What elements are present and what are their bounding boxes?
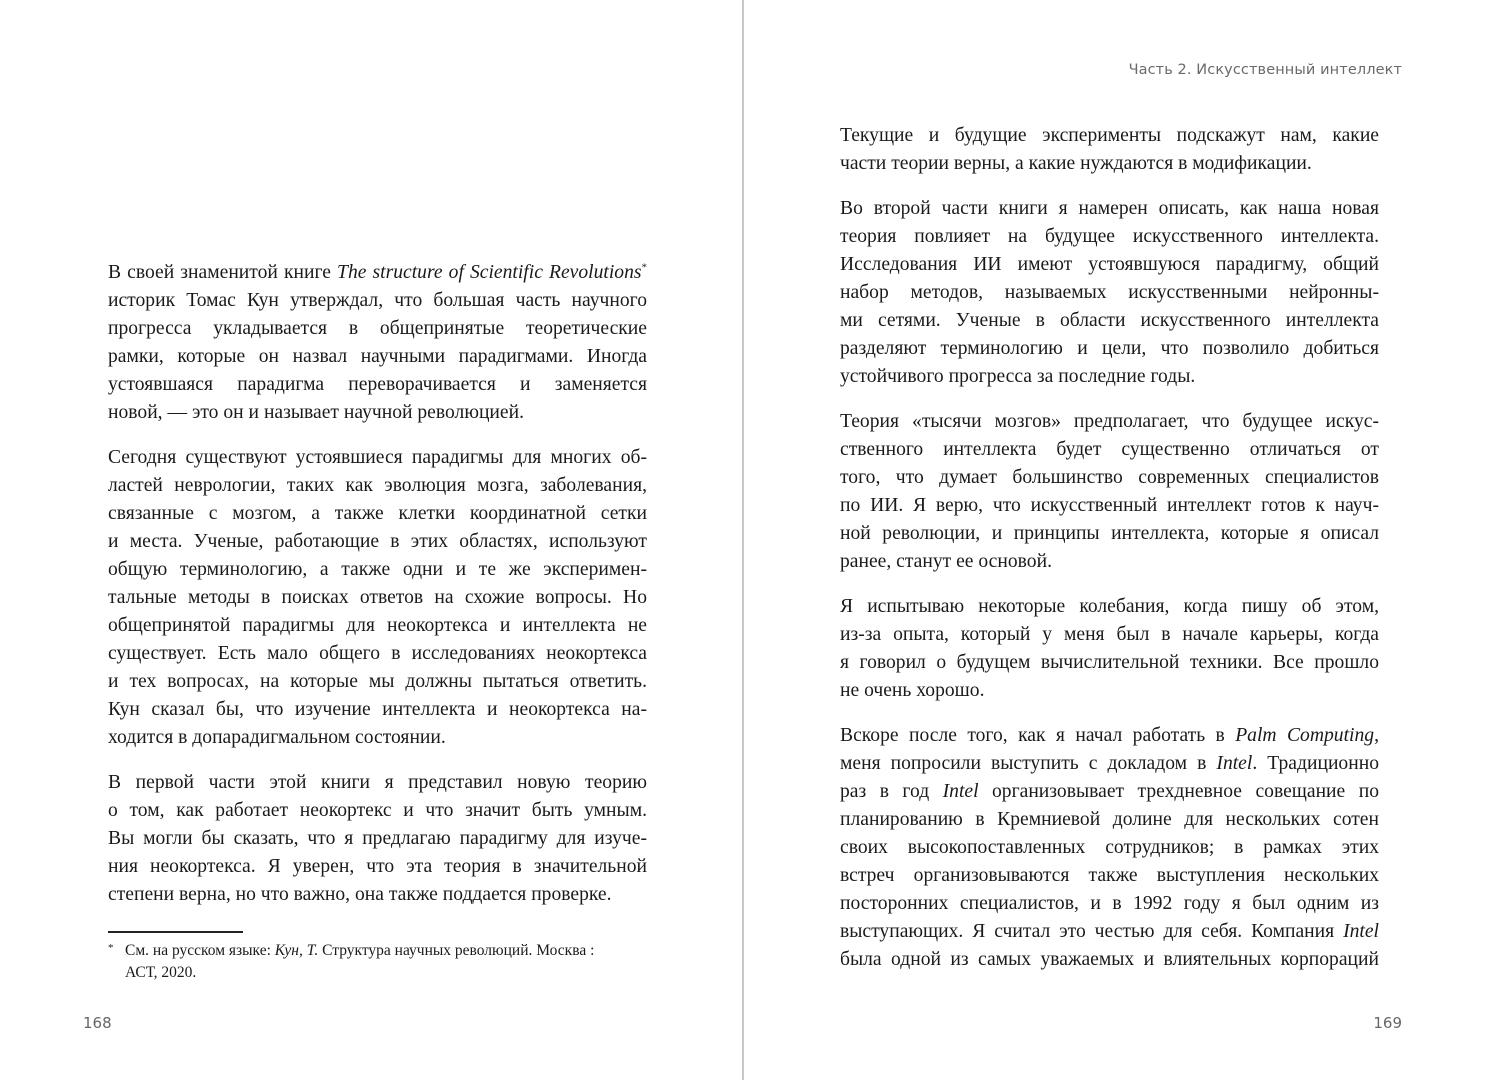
left-page (0, 0, 742, 1080)
text-line (840, 251, 1379, 279)
text-line (840, 548, 1379, 576)
text-run: организовывает трехдневное совещание по (978, 781, 1379, 802)
text-line (108, 315, 647, 343)
text-run: общепринятой парадигмы для неокортекса и интеллекта не (108, 615, 647, 636)
text-run: устойчивого прогресса за последние годы. (840, 366, 1196, 387)
text-run: прогресса укладывается в общепринятые теоретические (108, 318, 647, 339)
text-line (108, 640, 647, 668)
text-line (108, 399, 647, 427)
text-line (840, 464, 1379, 492)
text-line (840, 750, 1379, 778)
text-line (108, 696, 647, 724)
text-run: не очень хорошо. (840, 680, 985, 701)
paragraph (840, 593, 1379, 705)
text-run: . Традиционно (1252, 753, 1379, 774)
text-line (840, 307, 1379, 335)
text-run: ния неокортекса. Я уверен, что эта теория в значительной (108, 856, 647, 877)
text-run: разделяют терминологию и цели, что позволило добиться (840, 338, 1379, 359)
text-line (840, 593, 1379, 621)
text-line (108, 472, 647, 500)
page-number-left: 168 (83, 1014, 112, 1032)
text-line (108, 444, 647, 472)
text-line (840, 279, 1379, 307)
text-run: части теории верны, а какие нуждаются в модификации. (840, 153, 1312, 174)
text-line (840, 492, 1379, 520)
paragraph (108, 769, 647, 909)
text-run: встреч организовываются также выступления нескольких (840, 865, 1379, 886)
text-line (840, 890, 1379, 918)
text-run: новой, — это он и называет научной революцией. (108, 402, 525, 423)
italic-text: The structure of Scientific Revolutions (337, 262, 642, 283)
text-run: теория повлияет на будущее искусственного интеллекта. (840, 226, 1379, 247)
text-line (840, 122, 1379, 150)
text-run: Во второй части книги я намерен описать, как наша новая (840, 198, 1379, 219)
text-run: тальные методы в поисках ответов на схожие вопросы. Но (108, 587, 647, 608)
paragraph (840, 408, 1379, 576)
text-run: В первой части этой книги я представил новую теорию (108, 772, 647, 793)
text-line (108, 797, 647, 825)
text-line (840, 408, 1379, 436)
text-run: выступающих. Я считал это честью для себя. Компания (840, 921, 1344, 942)
text-run: Я испытываю некоторые колебания, когда пишу об этом, (840, 596, 1379, 617)
text-run: историк Томас Кун утверждал, что большая часть научного (108, 290, 647, 311)
text-run: планированию в Кремниевой долине для нескольких сотен (840, 809, 1379, 830)
text-run: ходится в допарадигмальном состоянии. (108, 727, 446, 748)
text-run: устоявшаяся парадигма переворачивается и заменяется (108, 374, 647, 395)
footnote-author: Кун, Т. (274, 942, 319, 959)
text-run: ми сетями. Ученые в области искусственного интеллекта (840, 310, 1379, 331)
text-line (840, 722, 1379, 750)
footnote-text (125, 940, 648, 984)
text-line (108, 343, 647, 371)
text-line (840, 918, 1379, 946)
text-run: связанные с мозгом, а также клетки координатной сетки (108, 503, 647, 524)
text-run: из-за опыта, который у меня был в начале карьеры, когда (840, 624, 1379, 645)
italic-text: Intel (1216, 753, 1253, 774)
text-line (840, 806, 1379, 834)
paragraph (108, 259, 647, 427)
text-line (840, 834, 1379, 862)
footnote-rule (108, 931, 243, 933)
footnote (108, 940, 648, 984)
text-line (840, 223, 1379, 251)
text-run: Сегодня существуют устоявшиеся парадигмы для многих об- (108, 447, 647, 468)
text-line (840, 195, 1379, 223)
footnote-reference: * (641, 261, 647, 274)
text-run: Теория «тысячи мозгов» предполагает, что будущее искус- (840, 411, 1379, 432)
text-run: и места. Ученые, работающие в этих областях, используют (108, 531, 647, 552)
text-run: того, что думает большинство современных специалистов (840, 467, 1379, 488)
text-line (108, 371, 647, 399)
text-line (840, 621, 1379, 649)
text-line (108, 724, 647, 752)
text-run: общую терминологию, а также одни и те же эксперимен- (108, 559, 647, 580)
text-run: о том, как работает неокортекс и что значит быть умным. (108, 800, 647, 821)
text-run: по ИИ. Я верю, что искусственный интеллект готов к науч- (840, 495, 1379, 516)
footnote-title: Структура научных революций. Москва : (318, 942, 595, 959)
text-run: посторонних специалистов, и в 1992 году я был одним из (840, 893, 1379, 914)
text-line (108, 556, 647, 584)
running-head: Часть 2. Искусственный интеллект (1128, 62, 1402, 78)
text-run: была одной из самых уважаемых и влиятельных корпораций (840, 949, 1379, 970)
right-page-body (840, 122, 1379, 991)
text-run: , (1374, 725, 1379, 746)
text-run: ной революции, и принципы интеллекта, которые я описал (840, 523, 1379, 544)
text-run: меня попросили выступить с докладом в (840, 753, 1217, 774)
text-line (840, 335, 1379, 363)
text-run: своих высокопоставленных сотрудников; в рамках этих (840, 837, 1379, 858)
text-line (840, 150, 1379, 178)
footnote-prefix: См. на русском языке: (125, 942, 275, 959)
text-line (840, 946, 1379, 974)
text-run: Вы могли бы сказать, что я предлагаю парадигму для изуче- (108, 828, 647, 849)
text-line (108, 612, 647, 640)
paragraph (840, 722, 1379, 974)
text-line (840, 649, 1379, 677)
left-page-body (108, 259, 647, 926)
text-line (108, 881, 647, 909)
text-line (840, 363, 1379, 391)
italic-text: Palm Computing (1235, 725, 1375, 746)
text-line (840, 520, 1379, 548)
text-line (840, 677, 1379, 705)
text-line (840, 862, 1379, 890)
text-run: ственного интеллекта будет существенно отличаться от (840, 439, 1379, 460)
text-line (840, 436, 1379, 464)
paragraph (108, 444, 647, 752)
page-number-right: 169 (1373, 1014, 1402, 1032)
text-line (108, 259, 647, 287)
footnote-marker: * (108, 942, 114, 954)
text-line (108, 825, 647, 853)
text-run: Текущие и будущие эксперименты подскажут нам, какие (840, 125, 1379, 146)
right-page (744, 0, 1488, 1080)
paragraph (840, 195, 1379, 391)
text-run: Вскоре после того, как я начал работать в (840, 725, 1236, 746)
text-run: набор методов, называемых искусственными нейронны- (840, 282, 1379, 303)
text-run: раз в год (840, 781, 943, 802)
text-line (840, 778, 1379, 806)
text-run: рамки, которые он назвал научными парадигмами. Иногда (108, 346, 647, 367)
text-run: я говорил о будущем вычислительной техники. Все прошло (840, 652, 1379, 673)
text-line (108, 500, 647, 528)
text-run: Исследования ИИ имеют устоявшуюся парадигму, общий (840, 254, 1379, 275)
text-line (108, 287, 647, 315)
text-line (108, 528, 647, 556)
paragraph (840, 122, 1379, 178)
text-line (108, 853, 647, 881)
text-run: ранее, станут ее основой. (840, 551, 1052, 572)
footnote-publisher: АСТ, 2020. (125, 964, 197, 981)
text-line (108, 769, 647, 797)
text-run: ластей неврологии, таких как эволюция мозга, заболевания, (108, 475, 647, 496)
text-run: Кун сказал бы, что изучение интеллекта и неокортекса на- (108, 699, 647, 720)
text-run: и тех вопросах, на которые мы должны пытаться ответить. (108, 671, 647, 692)
text-line (108, 668, 647, 696)
text-run: степени верна, но что важно, она также поддается проверке. (108, 884, 612, 905)
text-run: В своей знаменитой книге (108, 262, 338, 283)
italic-text: Intel (942, 781, 979, 802)
italic-text: Intel (1343, 921, 1379, 942)
text-line (108, 584, 647, 612)
text-run: существует. Есть мало общего в исследованиях неокортекса (108, 643, 647, 664)
